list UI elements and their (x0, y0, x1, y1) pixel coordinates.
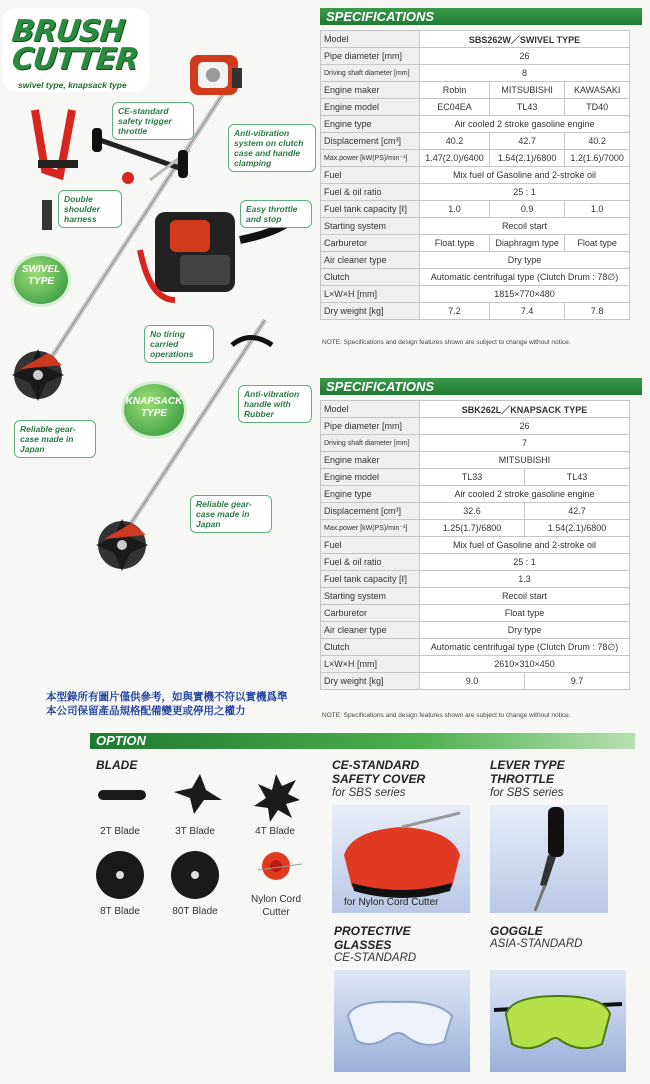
swivel-blade (12, 349, 64, 401)
spec1-note: NOTE: Specifications and design features shown are subject to change without notice. (322, 339, 571, 346)
spec-value: 25 : 1 (420, 184, 630, 201)
spec-value: TL43 (490, 99, 565, 116)
blade-4t-icon (254, 774, 300, 822)
spec-value: 7.2 (420, 303, 490, 320)
spec2-table (320, 400, 630, 690)
glasses-photo (334, 970, 470, 1072)
spec-label: Engine type (321, 486, 420, 503)
spec-label: Pipe diameter [mm] (321, 418, 420, 435)
spec-label: Fuel tank capacity [ℓ] (321, 571, 420, 588)
spec-label: Max.power [kW(PS)/min⁻¹] (321, 150, 420, 167)
spec-row (321, 469, 630, 486)
callout-double-harness: Double shoulder harness (58, 190, 122, 228)
spec-value: 40.2 (420, 133, 490, 150)
spec-value: TL33 (420, 469, 525, 486)
swivel-engine (190, 55, 242, 95)
spec-value: Recoil start (420, 218, 630, 235)
spec-label: Carburetor (321, 605, 420, 622)
spec-value: Float type (420, 605, 630, 622)
spec-label: Starting system (321, 218, 420, 235)
spec-row (321, 571, 630, 588)
spec-value: 2610×310×450 (420, 656, 630, 673)
spec-value: EC04EA (420, 99, 490, 116)
spec-row (321, 82, 630, 99)
blade-4t-label: 4T Blade (255, 826, 295, 837)
spec-value: 1815×770×480 (420, 286, 630, 303)
spec-value: Float type (420, 235, 490, 252)
lever-sub: for SBS series (490, 787, 564, 799)
lever-title-1: LEVER TYPE (490, 758, 565, 772)
spec-label: Engine maker (321, 82, 420, 99)
logo-subtitle: swivel type, knapsack type (18, 80, 127, 90)
spec-value: 40.2 (565, 133, 630, 150)
spec-row (321, 520, 630, 537)
goggle-icon (490, 970, 626, 1072)
spec-label: Engine type (321, 116, 420, 133)
spec-row (321, 201, 630, 218)
spec-label: Engine model (321, 469, 420, 486)
spec-row (321, 235, 630, 252)
spec-label: Dry weight [kg] (321, 303, 420, 320)
spec-label: Carburetor (321, 235, 420, 252)
callout-gear-case-knapsack: Reliable gear-case made in Japan (190, 495, 272, 533)
spec-row (321, 639, 630, 656)
spec-label: Clutch (321, 269, 420, 286)
disclaimer-line-1: 本型錄所有圖片僅供參考，如與實機不符以實機爲準 (46, 691, 288, 703)
lever-throttle-photo (490, 805, 608, 913)
spec-label: Fuel tank capacity [ℓ] (321, 201, 420, 218)
spec-value: Robin (420, 82, 490, 99)
callout-no-tiring: No tiring carried operations (144, 325, 214, 363)
spec-label: Starting system (321, 588, 420, 605)
spec-value: 1.3 (420, 571, 630, 588)
spec-row (321, 133, 630, 150)
spec1-heading: SPECIFICATIONS (320, 8, 642, 25)
spec-label: Driving shaft diameter [mm] (321, 65, 420, 82)
spec-row (321, 218, 630, 235)
callout-anti-vibration-handle: Anti-vibration handle with Rubber (238, 385, 312, 423)
spec-row (321, 656, 630, 673)
spec-value: Float type (565, 235, 630, 252)
knapsack-type-badge: KNAPSACK TYPE (124, 384, 184, 436)
spec-value: KAWASAKI (565, 82, 630, 99)
spec-value: 9.7 (524, 673, 629, 690)
spec-label: L×W×H [mm] (321, 286, 420, 303)
spec-row (321, 150, 630, 167)
spec-label: Fuel (321, 167, 420, 184)
spec-row (321, 65, 630, 82)
safety-cover-sub: for SBS series (332, 787, 406, 799)
spec-value: MITSUBISHI (490, 82, 565, 99)
nylon-cord-cutter-icon (258, 852, 302, 880)
callout-anti-vibration-clutch: Anti-vibration system on clutch case and handle clamping (228, 124, 316, 172)
spec-row (321, 303, 630, 320)
spec-value: 1.47(2.0)/6400 (420, 150, 490, 167)
spec-row (321, 48, 630, 65)
spec-value: 1.54(2.1)/6800 (524, 520, 629, 537)
blade-8t-label: 8T Blade (100, 906, 140, 917)
spec-value: MITSUBISHI (420, 452, 630, 469)
spec-label: Fuel (321, 537, 420, 554)
spec-row (321, 418, 630, 435)
spec-row (321, 537, 630, 554)
safety-cover-title-2: SAFETY COVER (332, 772, 426, 786)
spec-value: SBS262W／SWIVEL TYPE (420, 31, 630, 48)
blade-2t-label: 2T Blade (100, 826, 140, 837)
spec-value: 26 (420, 418, 630, 435)
callout-safety-trigger: CE-standard safety trigger throttle (112, 102, 194, 140)
blade-3t-label: 3T Blade (175, 826, 215, 837)
spec-label: Model (321, 31, 420, 48)
spec-row (321, 622, 630, 639)
spec-row (321, 184, 630, 201)
spec-row (321, 452, 630, 469)
blade-80t-label: 80T Blade (172, 906, 218, 917)
goggle-photo (490, 970, 626, 1072)
spec-row (321, 286, 630, 303)
spec-row (321, 167, 630, 184)
spec-value: 1.2(1.6)/7000 (565, 150, 630, 167)
spec-label: Displacement [cm³] (321, 503, 420, 520)
safety-cover-photo (332, 805, 470, 913)
spec-row (321, 486, 630, 503)
spec-value: 9.0 (420, 673, 525, 690)
spec-value: 25 : 1 (420, 554, 630, 571)
safety-cover-title-1: CE-STANDARD (332, 758, 420, 772)
goggle-sub: ASIA-STANDARD (490, 938, 583, 950)
lever-title-2: THROTTLE (490, 772, 554, 786)
spec-value: 1.0 (420, 201, 490, 218)
spec-label: Engine model (321, 99, 420, 116)
spec-value: 42.7 (490, 133, 565, 150)
blade-3t-icon (174, 774, 222, 814)
spec-label: Model (321, 401, 420, 418)
spec-label: Pipe diameter [mm] (321, 48, 420, 65)
spec-value: Diaphragm type (490, 235, 565, 252)
spec-label: Fuel & oil ratio (321, 554, 420, 571)
spec-row (321, 605, 630, 622)
spec-value: Air cooled 2 stroke gasoline engine (420, 486, 630, 503)
blade-icons (90, 770, 320, 910)
spec-value: Automatic centrifugal type (Clutch Drum : 78∅) (420, 269, 630, 286)
spec-value: Dry type (420, 252, 630, 269)
spec-row (321, 435, 630, 452)
swivel-type-badge: SWIVEL TYPE (14, 256, 68, 304)
spec-value: Dry type (420, 622, 630, 639)
spec-row (321, 503, 630, 520)
spec-value: Automatic centrifugal type (Clutch Drum : 78∅) (420, 639, 630, 656)
spec-label: Max.power [kW(PS)/min⁻¹] (321, 520, 420, 537)
spec-row (321, 116, 630, 133)
spec-row (321, 673, 630, 690)
spec-value: 1.25(1.7)/6800 (420, 520, 525, 537)
spec2-note: NOTE: Specifications and design features shown are subject to change without notice. (322, 712, 571, 719)
spec-label: L×W×H [mm] (321, 656, 420, 673)
spec-row (321, 588, 630, 605)
spec-value: 7 (420, 435, 630, 452)
safety-cover-caption: for Nylon Cord Cutter (344, 897, 439, 908)
callout-gear-case-swivel: Reliable gear-case made in Japan (14, 420, 96, 458)
spec1-table (320, 30, 630, 320)
nylon-cord-cutter-label: Nylon Cord Cutter (250, 894, 302, 918)
spec-label: Displacement [cm³] (321, 133, 420, 150)
blade-2t-icon (98, 790, 146, 800)
spec-value: 7.8 (565, 303, 630, 320)
spec-row (321, 554, 630, 571)
spec-value: 26 (420, 48, 630, 65)
spec-label: Air cleaner type (321, 622, 420, 639)
glasses-title-1: PROTECTIVE (334, 924, 411, 938)
spec-row (321, 401, 630, 418)
spec-label: Fuel & oil ratio (321, 184, 420, 201)
spec-value: Air cooled 2 stroke gasoline engine (420, 116, 630, 133)
blade-title: BLADE (96, 758, 138, 772)
spec-row (321, 99, 630, 116)
logo-line-2: CUTTER (10, 42, 140, 77)
spec-label: Driving shaft diameter [mm] (321, 435, 420, 452)
goggle-title: GOGGLE (490, 924, 543, 938)
spec-value: TL43 (524, 469, 629, 486)
spec-value: 7.4 (490, 303, 565, 320)
spec-label: Dry weight [kg] (321, 673, 420, 690)
spec-value: 0.9 (490, 201, 565, 218)
spec-value: SBK262L／KNAPSACK TYPE (420, 401, 630, 418)
glasses-title-2: GLASSES (334, 938, 392, 952)
callout-easy-throttle: Easy throttle and stop (240, 200, 312, 228)
lever-throttle-icon (490, 805, 608, 913)
spec-row (321, 269, 630, 286)
spec-value: 8 (420, 65, 630, 82)
protective-glasses-icon (334, 970, 470, 1072)
spec-value: 42.7 (524, 503, 629, 520)
spec-label: Air cleaner type (321, 252, 420, 269)
spec-label: Clutch (321, 639, 420, 656)
spec-value: Mix fuel of Gasoline and 2-stroke oil (420, 167, 630, 184)
spec-value: Mix fuel of Gasoline and 2-stroke oil (420, 537, 630, 554)
logo-line-1: BRUSH (10, 14, 126, 49)
spec-value: 1.0 (565, 201, 630, 218)
spec2-heading: SPECIFICATIONS (320, 378, 642, 395)
spec-row (321, 252, 630, 269)
spec-value: 1.54(2.1)/6800 (490, 150, 565, 167)
spec-label: Engine maker (321, 452, 420, 469)
spec-value: TD40 (565, 99, 630, 116)
disclaimer-line-2: 本公司保留產品規格配備變更或停用之權力 (46, 705, 246, 717)
knapsack-blade (96, 519, 148, 571)
spec-row (321, 31, 630, 48)
option-heading: OPTION (90, 733, 635, 749)
glasses-sub: CE-STANDARD (334, 952, 417, 964)
spec-value: 32.6 (420, 503, 525, 520)
spec-value: Recoil start (420, 588, 630, 605)
